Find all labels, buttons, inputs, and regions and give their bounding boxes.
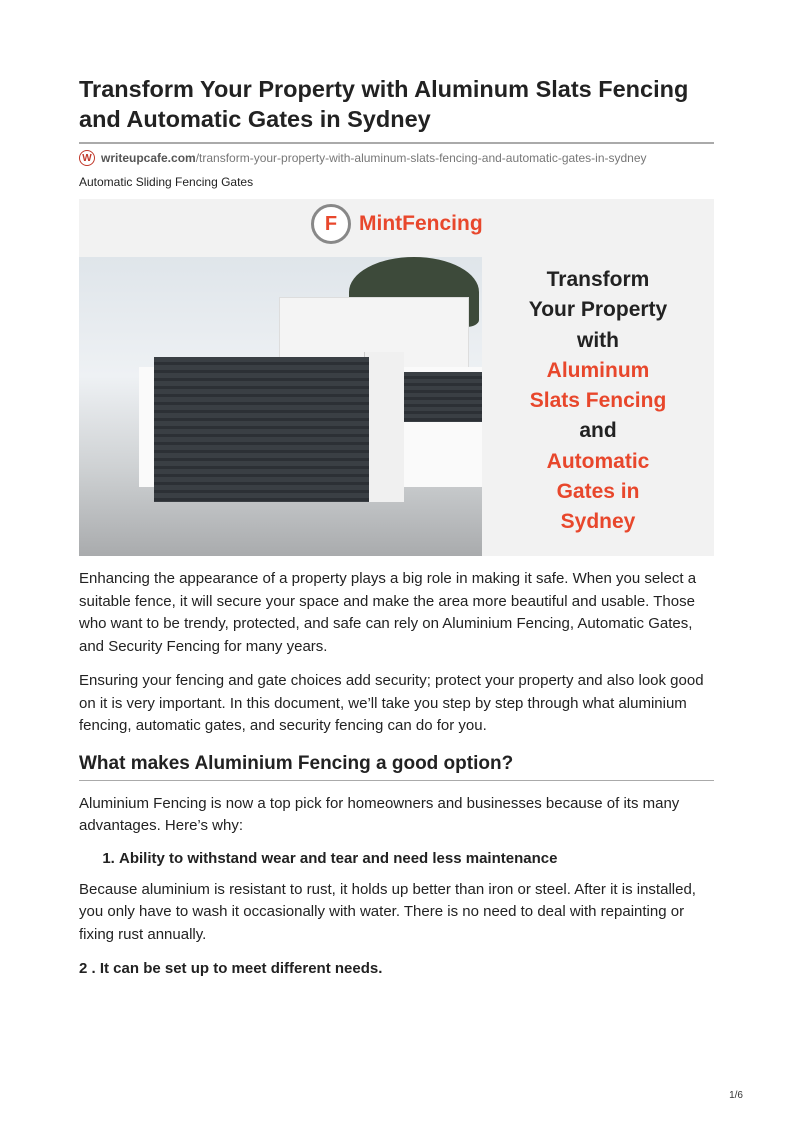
banner-headline <box>482 265 714 538</box>
banner-line: Sydney <box>560 510 636 534</box>
mintfencing-seal-icon: F <box>311 204 351 244</box>
source-path[interactable]: /transform-your-property-with-aluminum-slats-fencing-and-automatic-gates-in-sydney <box>195 151 647 165</box>
paragraph-2: Ensuring your fencing and gate choices add security; protect your property and also look good on it is very important. In this document, we’ll take you step by step through what aluminium fencing, automatic gates, and security fencing can do for you. <box>79 672 704 734</box>
banner-line: Slats Fencing <box>529 389 667 413</box>
category-label: Automatic Sliding Fencing Gates <box>79 175 254 189</box>
list-item: 1. Ability to withstand wear and tear and need less maintenance <box>119 850 714 867</box>
writeupcafe-logo-icon: W <box>79 150 95 166</box>
paragraph-intro: Enhancing the appearance of a property plays a big role in making it safe. When you select a suitable fence, it will secure your space and make the area more beautiful and usable. Those who want to be trendy, protected, and safe can rely on Aluminium Fencing, Automatic Gates, and Security Fencing for many years. <box>79 570 697 655</box>
article <box>79 74 714 981</box>
banner-line: Gates in <box>556 480 640 504</box>
brand-name: MintFencing <box>359 212 483 235</box>
gate-photo <box>79 257 482 556</box>
subheading-2: 2 . It can be set up to meet different needs. <box>79 960 383 977</box>
page-number: 1/6 <box>729 1090 743 1101</box>
numbered-list <box>79 850 714 867</box>
banner-image <box>79 199 714 556</box>
paragraph-3: Aluminium Fencing is now a top pick for homeowners and businesses because of its many advantages. Here’s why: <box>79 794 680 834</box>
sliding-gate <box>154 357 369 502</box>
banner-line: Transform <box>546 268 650 291</box>
page-title: Transform Your Property with Aluminum Slats Fencing and Automatic Gates in Sydney <box>79 74 714 144</box>
section-heading: What makes Aluminium Fencing a good option? <box>79 753 714 781</box>
banner-line: Your Property <box>528 298 668 322</box>
paragraph-4: Because aluminium is resistant to rust, it holds up better than iron or steel. After it is installed, you only have to wash it occasionally with water. There is no need to deal with repainting or fixing rust annually. <box>79 880 696 943</box>
banner-line: Aluminum <box>546 358 650 382</box>
source-link[interactable] <box>79 149 714 167</box>
brand-logo <box>311 199 483 249</box>
source-domain[interactable]: writeupcafe.com <box>101 151 196 165</box>
banner-line: Automatic <box>546 449 650 473</box>
banner-line: and <box>579 419 617 443</box>
banner-line: with <box>577 328 619 352</box>
